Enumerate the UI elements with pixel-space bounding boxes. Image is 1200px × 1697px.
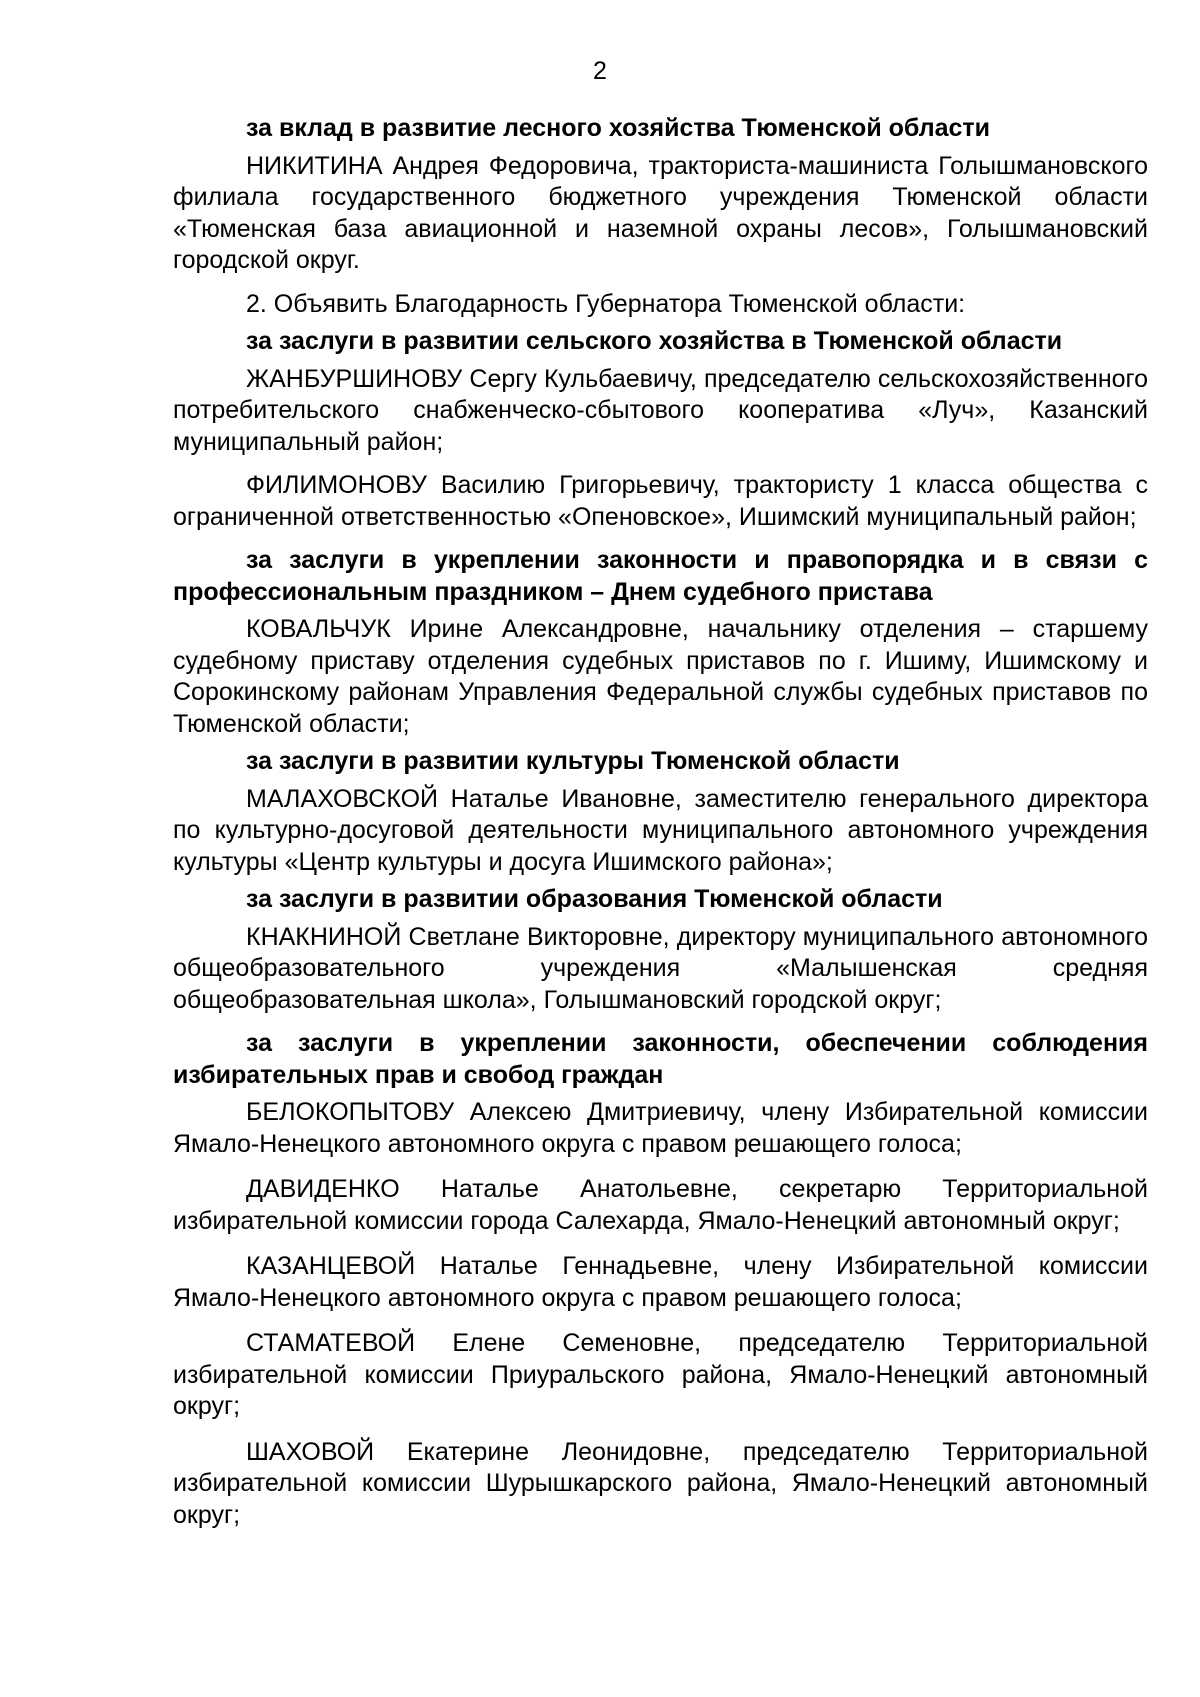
recipient-paragraph-filimonov: ФИЛИМОНОВУ Василию Григорьевичу, трактористу 1 класса общества с ограниченной ответственностью «Опеновское», Ишимский муниципальный район; [173, 471, 1148, 531]
recipient-paragraph-kovalchuk: КОВАЛЬЧУК Ирине Александровне, начальнику отделения – старшему судебному приставу отделения судебных приставов по г. Ишиму, Ишимскому и Сорокинскому районам Управления Федеральной службы судебных приставов по Тюменской области; [173, 615, 1148, 738]
award-section-heading-culture: за заслуги в развитии культуры Тюменской области [246, 747, 900, 775]
recipient-paragraph-davidenko: ДАВИДЕНКО Наталье Анатольевне, секретарю Территориальной избирательной комиссии города Салехарда, Ямало-Ненецкий автономный округ; [173, 1175, 1148, 1235]
award-section-heading-agriculture: за заслуги в развитии сельского хозяйства в Тюменской области [246, 327, 1063, 355]
recipient-paragraph-malakhovskaya: МАЛАХОВСКОЙ Наталье Ивановне, заместителю генерального директора по культурно-досуговой деятельности муниципального автономного учреждения культуры «Центр культуры и досуга Ишимского района»; [173, 784, 1148, 876]
recipient-paragraph-belokopytov: БЕЛОКОПЫТОВУ Алексею Дмитриевичу, члену Избирательной комиссии Ямало-Ненецкого автономного округа с правом решающего голоса; [173, 1098, 1148, 1158]
award-section-heading-elections: за заслуги в укреплении законности, обеспечении соблюдения избирательных прав и свобод граждан [173, 1029, 1148, 1089]
recipient-paragraph-kazantseva: КАЗАНЦЕВОЙ Наталье Геннадьевне, члену Избирательной комиссии Ямало-Ненецкого автономного округа с правом решающего голоса; [173, 1252, 1148, 1312]
recipient-paragraph-shakhova: ШАХОВОЙ Екатерине Леонидовне, председателю Территориальной избирательной комиссии Шурышкарского района, Ямало-Ненецкий автономный округ; [173, 1437, 1148, 1529]
recipient-paragraph-stamateva: СТАМАТЕВОЙ Елене Семеновне, председателю Территориальной избирательной комиссии Приуральского района, Ямало-Ненецкий автономный округ; [173, 1329, 1148, 1420]
recipient-paragraph-nikitin: НИКИТИНА Андрея Федоровича, тракториста-машиниста Голышмановского филиала государственного бюджетного учреждения Тюменской области «Тюменская база авиационной и наземной охраны лесов», Голышмановский городской округ. [173, 151, 1148, 274]
award-section-heading-forestry: за вклад в развитие лесного хозяйства Тюменской области [246, 114, 991, 142]
resolution-item-2: 2. Объявить Благодарность Губернатора Тюменской области: [246, 289, 966, 318]
page-number: 2 [593, 57, 607, 85]
recipient-paragraph-zhanburshinov: ЖАНБУРШИНОВУ Сергу Кульбаевичу, председателю сельскохозяйственного потребительского снабженческо-сбытового кооператива «Луч», Казанский муниципальный район; [173, 364, 1148, 456]
award-section-heading-law-order: за заслуги в укреплении законности и правопорядка и в связи с профессиональным праздником – Днем судебного пристава [173, 546, 1148, 606]
recipient-paragraph-knaknina: КНАКНИНОЙ Светлане Викторовне, директору муниципального автономного общеобразовательного учреждения «Малышенская средняя общеобразовательная школа», Голышмановский городской округ; [173, 922, 1148, 1014]
award-section-heading-education: за заслуги в развитии образования Тюменской области [246, 885, 943, 913]
document-body [173, 113, 1148, 1531]
